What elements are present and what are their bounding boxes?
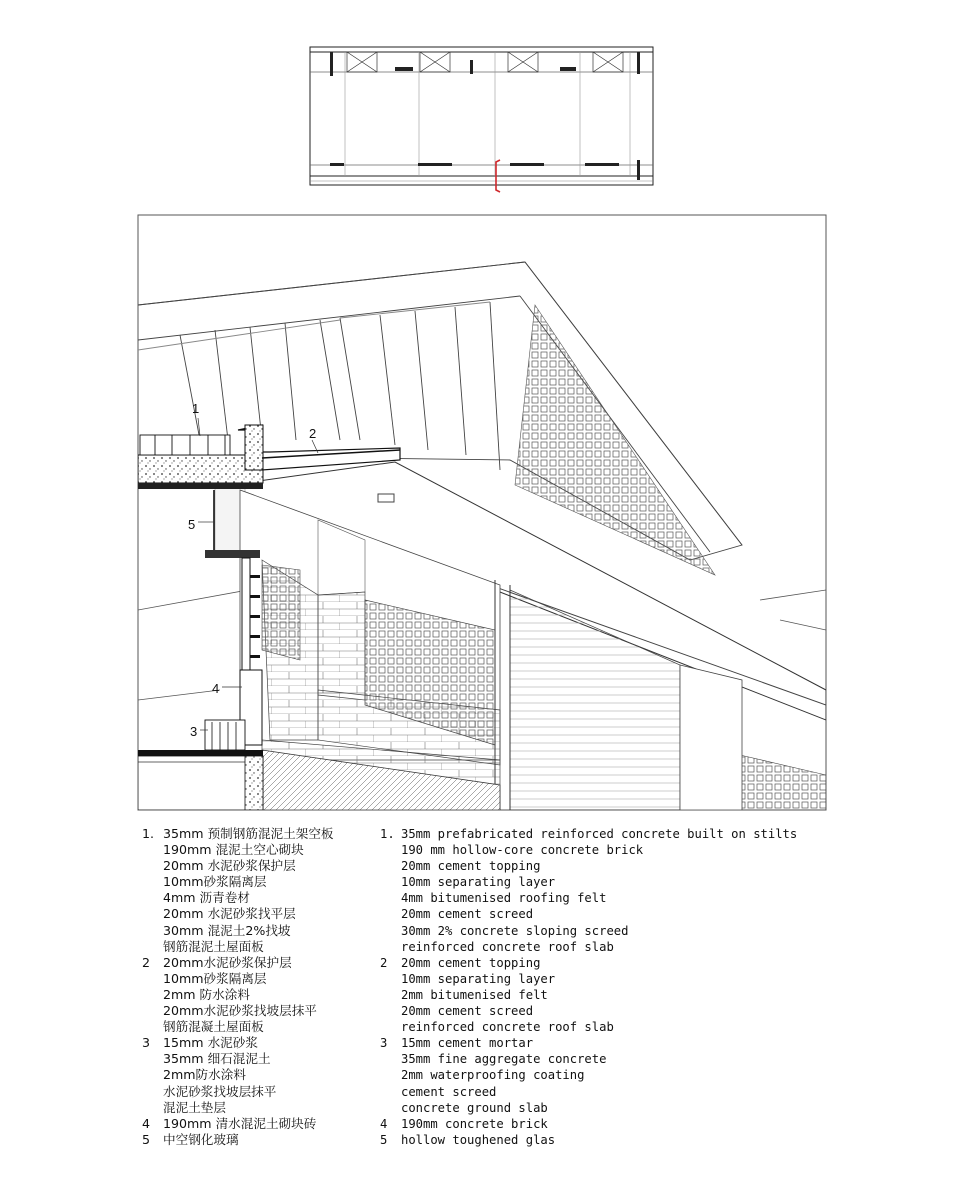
legend-line: 20mm 水泥砂浆保护层 [163, 858, 296, 874]
legend-number: 1. [142, 826, 155, 841]
legend-line: 20mm cement topping [401, 859, 541, 874]
legend-number: 5 [142, 1131, 151, 1147]
legend-line: 10mm砂浆隔离层 [163, 970, 267, 986]
callout-4: 4 [212, 681, 220, 696]
legend-cn-item-2 [142, 955, 382, 1035]
legend-line: 10mm separating layer [401, 971, 556, 986]
callout-1: 1 [192, 401, 200, 416]
legend-en-item-3 [380, 1035, 820, 1115]
legend-line: 190mm 混泥土空心砌块 [163, 842, 304, 858]
legend-english [380, 826, 820, 1148]
legend-line: 20mm cement screed [401, 907, 534, 922]
legend-line: 2mm bitumenised felt [401, 987, 548, 1002]
legend-number: 1. [380, 827, 395, 841]
legend-line: 15mm 水泥砂浆 [163, 1035, 258, 1051]
legend-line: 30mm 混泥土2%找坡 [163, 922, 291, 938]
legend-line: concrete ground slab [401, 1100, 548, 1115]
legend-line: 20mm水泥砂浆找坡层抹平 [163, 1003, 317, 1019]
legend-cn-item-4 [142, 1116, 382, 1132]
legend-line: 10mm砂浆隔离层 [163, 874, 267, 890]
callout-5: 5 [188, 517, 196, 532]
legend-en-item-4 [380, 1116, 820, 1132]
legend-number: 3 [380, 1036, 388, 1051]
legend-chinese [142, 826, 382, 1148]
legend-line: 10mm separating layer [401, 875, 556, 890]
legend-line: 35mm 细石混泥土 [163, 1051, 271, 1067]
legend-line: 4mm bitumenised roofing felt [401, 891, 607, 906]
legend-line: 35mm 预制钢筋混泥土架空板 [163, 826, 334, 841]
legend-line: 钢筋混凝土屋面板 [163, 1019, 264, 1035]
legend-line: 30mm 2% concrete sloping screed [401, 923, 629, 938]
legend-line: 15mm cement mortar [401, 1036, 534, 1051]
legend-line: 190mm 清水混泥土砌块砖 [163, 1115, 317, 1131]
legend-line: 4mm 沥青卷材 [163, 890, 250, 906]
cut-ground-slab [138, 750, 263, 810]
legend-number: 2 [380, 955, 388, 970]
legend-line: 中空钢化玻璃 [163, 1131, 239, 1147]
legend-line: 20mm水泥砂浆保护层 [163, 954, 292, 970]
legend-number: 5 [380, 1132, 388, 1147]
legend-line: 190 mm hollow-core concrete brick [401, 843, 644, 858]
legend-number: 2 [142, 954, 151, 970]
legend-cn-item-1 [142, 826, 382, 955]
legend-line: 35mm fine aggregate concrete [401, 1052, 607, 1067]
legend-number: 3 [142, 1035, 151, 1051]
legend-cn-item-3 [142, 1035, 382, 1115]
legend-en-item-1 [380, 826, 820, 955]
callout-3: 3 [190, 724, 198, 739]
callout-2: 2 [309, 426, 317, 441]
legend-number: 4 [380, 1116, 388, 1131]
legend-en-item-2 [380, 955, 820, 1035]
legend-line: 20mm cement screed [401, 1004, 534, 1019]
legend-line: hollow toughened glas [401, 1132, 556, 1147]
legend-line: 2mm waterproofing coating [401, 1068, 585, 1083]
legend-line: 2mm 防水涂料 [163, 986, 250, 1002]
legend-line: reinforced concrete roof slab [401, 1020, 614, 1035]
legend-line: 2mm防水涂料 [163, 1067, 246, 1083]
legend-line: 20mm 水泥砂浆找平层 [163, 906, 296, 922]
legend-line: 水泥砂浆找坡层抹平 [163, 1083, 277, 1099]
legend-line: cement screed [401, 1084, 497, 1099]
legend-line: 190mm concrete brick [401, 1116, 548, 1131]
legend-en-item-5 [380, 1132, 820, 1148]
legend-line: reinforced concrete roof slab [401, 939, 614, 954]
legend-line: 混泥土垫层 [163, 1099, 226, 1115]
legend-line: 20mm cement topping [401, 955, 541, 970]
legend-number: 4 [142, 1115, 151, 1131]
legend-cn-item-5 [142, 1132, 382, 1148]
legend-line: 钢筋混泥土屋面板 [163, 938, 264, 954]
legend-line: 35mm prefabricated reinforced concrete built on stilts [401, 827, 798, 841]
